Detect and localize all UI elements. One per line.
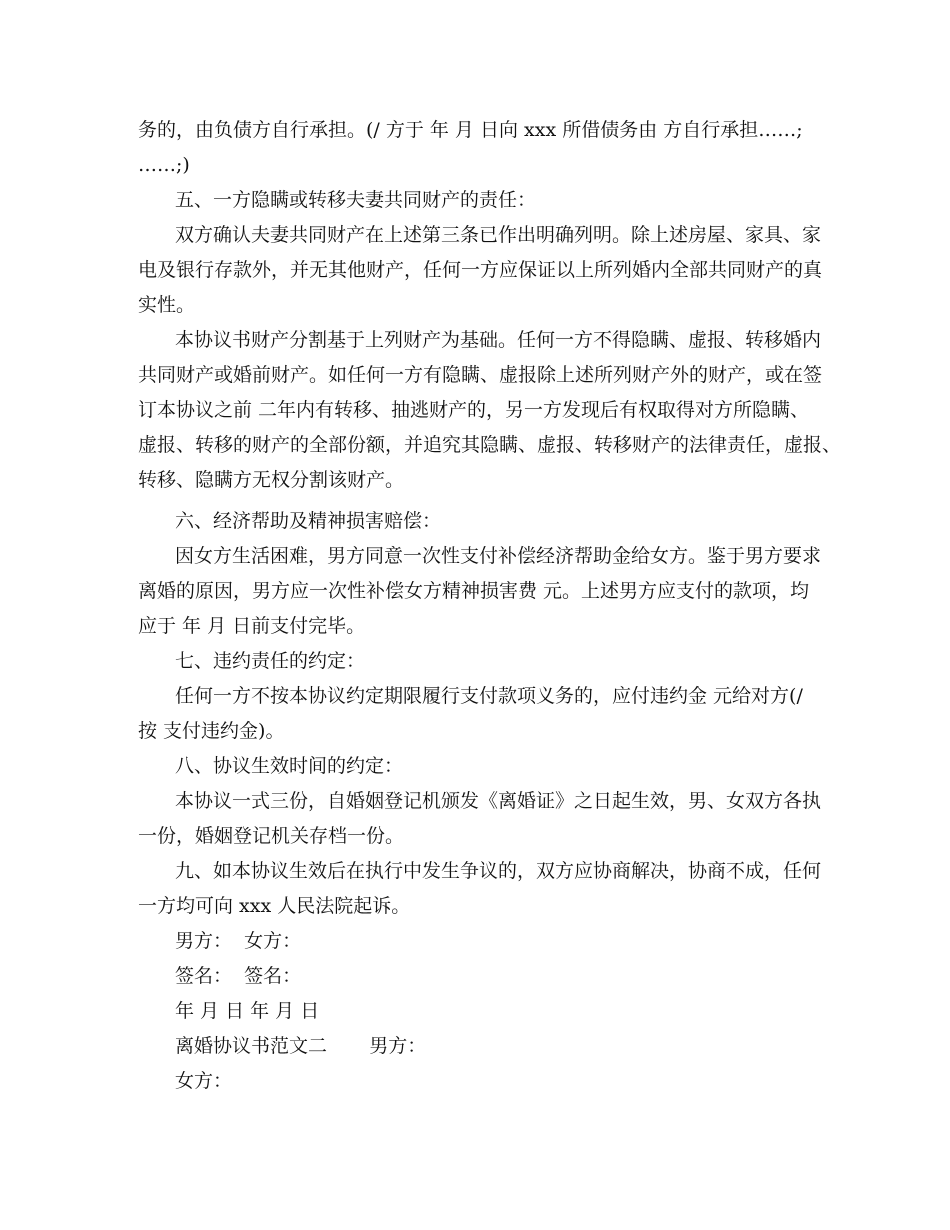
template-heading: 离婚协议书范文二 男方： bbox=[175, 1035, 427, 1057]
text-line: 任何一方不按本协议约定期限履行支付款项义务的，应付违约金 元给对方(/ bbox=[175, 685, 803, 707]
text-line: 应于 年 月 日前支付完毕。 bbox=[138, 615, 366, 637]
text-line: 实性。 bbox=[138, 294, 196, 316]
signature-date: 年 月 日 年 月 日 bbox=[175, 1000, 320, 1022]
text-line: 双方确认夫妻共同财产在上述第三条已作出明确列明。除上述房屋、家具、家 bbox=[175, 224, 822, 246]
text-line: 订本协议之前 二年内有转移、抽逃财产的，另一方发现后有权取得对方所隐瞒、 bbox=[138, 399, 810, 421]
text-line: 一份，婚姻登记机关存档一份。 bbox=[138, 825, 405, 847]
text-line: 虚报、转移的财产的全部份额，并追究其隐瞒、虚报、转移财产的法律责任，虚报、 bbox=[138, 434, 842, 456]
section-heading: 五、一方隐瞒或转移夫妻共同财产的责任： bbox=[175, 189, 537, 211]
text-line: 按 支付违约金)。 bbox=[138, 720, 285, 742]
signature-label: 签名： 签名： bbox=[175, 965, 302, 987]
text-line: 本协议一式三份，自婚姻登记机颁发《离婚证》之日起生效，男、女双方各执 bbox=[175, 790, 822, 812]
text-line: 务的，由负债方自行承担。(/ 方于 年 月 日向 xxx 所借债务由 方自行承担……; bbox=[138, 119, 803, 141]
text-line: 共同财产或婚前财产。如任何一方有隐瞒、虚报除上述所列财产外的财产，或在签 bbox=[138, 364, 823, 386]
text-line: 本协议书财产分割基于上列财产为基础。任何一方不得隐瞒、虚报、转移婚内 bbox=[175, 329, 822, 351]
section-heading: 七、违约责任的约定： bbox=[175, 650, 366, 672]
text-line: 离婚的原因，男方应一次性补偿女方精神损害费 元。上述男方应支付的款项，均 bbox=[138, 580, 810, 602]
signature-party-label: 男方： 女方： bbox=[175, 930, 302, 952]
section-heading: 九、如本协议生效后在执行中发生争议的，双方应协商解决，协商不成，任何 bbox=[175, 860, 822, 882]
section-heading: 八、协议生效时间的约定： bbox=[175, 755, 404, 777]
text-line: 一方均可向 xxx 人民法院起诉。 bbox=[138, 895, 411, 917]
text-line: ……;) bbox=[138, 154, 190, 176]
section-heading: 六、经济帮助及精神损害赔偿： bbox=[175, 510, 442, 532]
text-line: 因女方生活困难，男方同意一次性支付补偿经济帮助金给女方。鉴于男方要求 bbox=[175, 545, 822, 567]
party-label: 女方： bbox=[175, 1070, 233, 1092]
text-line: 转移、隐瞒方无权分割该财产。 bbox=[138, 469, 405, 491]
text-line: 电及银行存款外，并无其他财产，任何一方应保证以上所列婚内全部共同财产的真 bbox=[138, 259, 823, 281]
